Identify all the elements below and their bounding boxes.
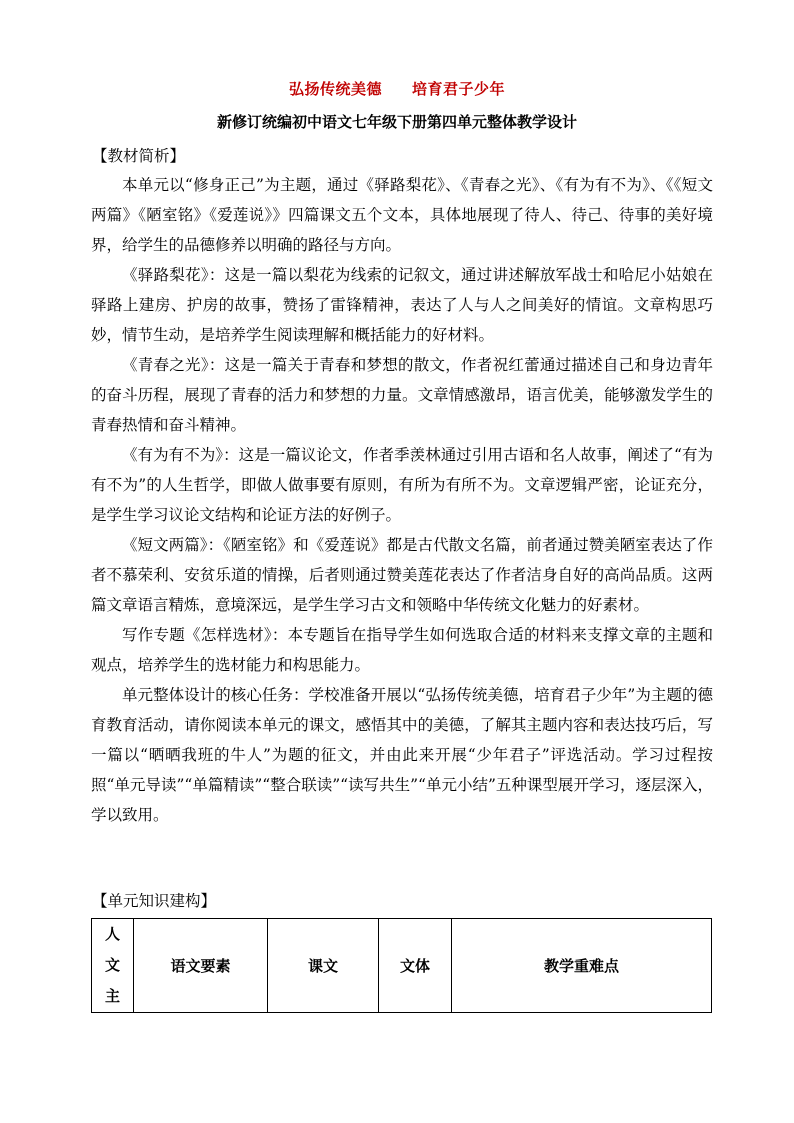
header-cell-genre: 文体 [379, 919, 452, 1013]
paragraph-qingchun: 《青春之光》：这是一篇关于青春和梦想的散文，作者祝红蕾通过描述自己和身边青年的奋斗历程，展现了青春的活力和梦想的力量。文章情感激昂，语言优美，能够激发学生的青春热情和奋斗精神。 [91, 356, 713, 434]
knowledge-table [91, 918, 712, 1013]
header-cell-theme: 人 文 主 [92, 919, 134, 1013]
analysis-body [91, 170, 713, 830]
paragraph-core-task: 单元整体设计的核心任务：学校准备开展以“弘扬传统美德，培育君子少年”为主题的德育教育活动，请你阅读本单元的课文，感悟其中的美德，了解其主题内容和表达技巧后，写一篇以“晒晒我班的牛人”为题的征文，并由此来开展“少年君子”评选活动。学习过程按照“单元导读”“单篇精读”“整合联读”“读写共生”“单元小结”五种课型展开学习，逐层深入，学以致用。 [91, 686, 713, 824]
header-cell-key-points: 教学重难点 [452, 919, 712, 1013]
table-header-row [92, 919, 712, 1013]
knowledge-table-wrapper [91, 918, 711, 1013]
paragraph-lihua: 《驿路梨花》：这是一篇以梨花为线索的记叙文，通过讲述解放军战士和哈尼小姑娘在驿路上建房、护房的故事，赞扬了雷锋精神，表达了人与人之间美好的情谊。文章构思巧妙，情节生动，是培养学生阅读理解和概括能力的好材料。 [91, 266, 713, 344]
section-heading-knowledge-structure: 【单元知识建构】 [92, 892, 217, 910]
section-heading-textbook-analysis: 【教材简析】 [92, 147, 186, 165]
document-subtitle: 新修订统编初中语文七年级下册第四单元整体教学设计 [216, 113, 577, 131]
paragraph-xiezuo: 写作专题《怎样选材》：本专题旨在指导学生如何选取合适的材料来支撑文章的主题和观点，培养学生的选材能力和构思能力。 [91, 626, 713, 674]
document-title [0, 78, 794, 100]
title-right: 培育君子少年 [412, 80, 506, 98]
paragraph-duanwen: 《短文两篇》：《陋室铭》和《爱莲说》都是古代散文名篇，前者通过赞美陋室表达了作者不慕荣利、安贫乐道的情操，后者则通过赞美莲花表达了作者洁身自好的高尚品质。这两篇文章语言精炼，意境深远，是学生学习古文和领略中华传统文化魅力的好素材。 [91, 536, 713, 614]
header-cell-language-elements: 语文要素 [134, 919, 268, 1013]
header-cell-texts: 课文 [268, 919, 379, 1013]
paragraph-intro: 本单元以“修身正己”为主题，通过《驿路梨花》、《青春之光》、《有为有不为》、《《短文两篇》《陋室铭》《爱莲说》》四篇课文五个文本，具体地展现了待人、待己、待事的美好境界，给学生的品德修养以明确的路径与方向。 [91, 176, 713, 254]
title-left: 弘扬传统美德 [288, 80, 382, 98]
paragraph-youwei: 《有为有不为》：这是一篇议论文，作者季羡林通过引用古语和名人故事，阐述了“有为有不为”的人生哲学，即做人做事要有原则，有所为有所不为。文章逻辑严密，论证充分，是学生学习议论文结构和论证方法的好例子。 [91, 446, 713, 524]
